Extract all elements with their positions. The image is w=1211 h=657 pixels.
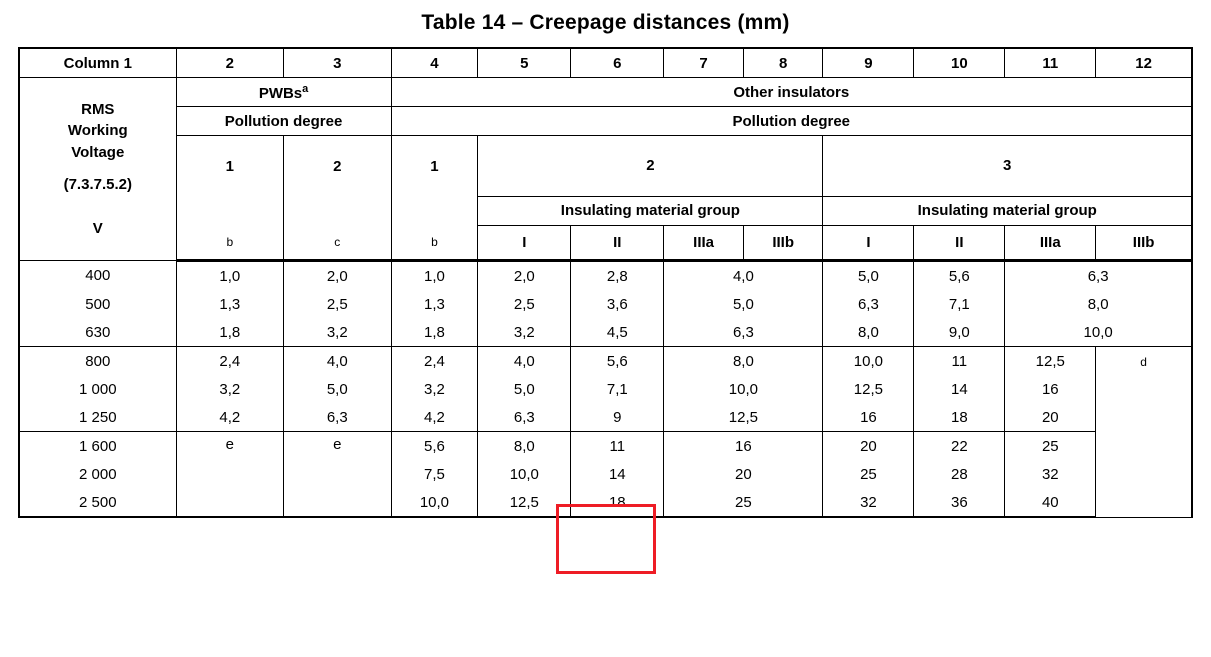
material-group-pd3-IIIa: IIIa bbox=[1005, 225, 1096, 261]
cell-other-pd3-II: 11 bbox=[914, 347, 1005, 376]
pd-other-1: 1 bbox=[391, 136, 478, 197]
cell-pwb-pd2: 2,0 bbox=[284, 261, 391, 291]
cell-other-pd3-II: 28 bbox=[914, 460, 1005, 488]
cell-other-pd2-I: 5,0 bbox=[478, 375, 571, 403]
material-group-pd2-IIIa: IIIa bbox=[664, 225, 744, 261]
row-voltage: 1 000 bbox=[19, 375, 176, 403]
cell-other-pd1: 10,0 bbox=[391, 488, 478, 517]
table-row bbox=[19, 432, 1192, 461]
cell-pwb-pd1: 1,3 bbox=[176, 290, 283, 318]
cell-pwb-pd2: 2,5 bbox=[284, 290, 391, 318]
cell-other-pd3-III: 10,0 bbox=[1005, 318, 1192, 347]
cell-pwb-pd2: 5,0 bbox=[284, 375, 391, 403]
cell-other-pd3-I: 6,3 bbox=[823, 290, 914, 318]
header-column-4: 4 bbox=[391, 48, 478, 78]
cell-other-pd2-I: 2,0 bbox=[478, 261, 571, 291]
cell-other-pd2-II: 4,5 bbox=[571, 318, 664, 347]
header-column-9: 9 bbox=[823, 48, 914, 78]
pd-other-3: 3 bbox=[823, 136, 1192, 197]
cell-other-pd2-II: 9 bbox=[571, 403, 664, 432]
material-group-pd3-I: I bbox=[823, 225, 914, 261]
insulating-material-group-pd2: Insulating material group bbox=[478, 196, 823, 225]
cell-other-pd3-I: 10,0 bbox=[823, 347, 914, 376]
material-group-pd2-II: II bbox=[571, 225, 664, 261]
cell-other-pd2-III: 8,0 bbox=[664, 347, 823, 376]
cell-other-pd2-III: 20 bbox=[664, 460, 823, 488]
cell-pwb-pd1: 3,2 bbox=[176, 375, 283, 403]
header-column-1: Column 1 bbox=[19, 48, 176, 78]
table-header-row-material-group bbox=[19, 196, 1192, 225]
cell-other-pd2-III: 25 bbox=[664, 488, 823, 517]
cell-other-pd2-I: 6,3 bbox=[478, 403, 571, 432]
cell-pwb-pd2: 3,2 bbox=[284, 318, 391, 347]
cell-other-pd2-III: 5,0 bbox=[664, 290, 823, 318]
cell-other-pd2-I: 12,5 bbox=[478, 488, 571, 517]
cell-other-pd3-I: 20 bbox=[823, 432, 914, 461]
table-header-row-pd-values bbox=[19, 136, 1192, 197]
row-voltage: 1 250 bbox=[19, 403, 176, 432]
row-voltage: 400 bbox=[19, 261, 176, 291]
cell-other-pd1: 1,0 bbox=[391, 261, 478, 291]
group-header-pwbs bbox=[176, 78, 391, 107]
footnote-marker-b-other: b bbox=[391, 225, 478, 261]
material-group-pd3-IIIb: IIIb bbox=[1096, 225, 1192, 261]
row-voltage: 2 500 bbox=[19, 488, 176, 517]
footnote-d-text: d bbox=[1140, 355, 1147, 369]
header-column-3: 3 bbox=[284, 48, 391, 78]
table-row bbox=[19, 261, 1192, 291]
header-column-12: 12 bbox=[1096, 48, 1192, 78]
cell-other-pd2-I: 3,2 bbox=[478, 318, 571, 347]
cell-other-pd2-III: 6,3 bbox=[664, 318, 823, 347]
cell-other-pd3-IIIa: 16 bbox=[1005, 375, 1096, 403]
cell-other-pd2-II: 7,1 bbox=[571, 375, 664, 403]
cell-pwb-pd1: 1,0 bbox=[176, 261, 283, 291]
footnote-marker-b-pwb: b bbox=[176, 225, 283, 261]
cell-other-pd2-III: 12,5 bbox=[664, 403, 823, 432]
table-header-row-insulator-type bbox=[19, 78, 1192, 107]
cell-pwb-pd1: 2,4 bbox=[176, 347, 283, 376]
cell-other-pd3-I: 8,0 bbox=[823, 318, 914, 347]
footnote-marker-a: a bbox=[302, 82, 309, 95]
row-voltage: 800 bbox=[19, 347, 176, 376]
rms-line-2: Working bbox=[67, 122, 128, 140]
cell-other-pd3-II: 18 bbox=[914, 403, 1005, 432]
cell-other-pd1: 4,2 bbox=[391, 403, 478, 432]
cell-other-pd1: 5,6 bbox=[391, 432, 478, 461]
material-group-pd2-I: I bbox=[478, 225, 571, 261]
table-header-row-pollution-degree bbox=[19, 107, 1192, 136]
cell-other-pd3-III: 8,0 bbox=[1005, 290, 1192, 318]
cell-other-pd2-II: 3,6 bbox=[571, 290, 664, 318]
rms-working-voltage-header bbox=[19, 78, 176, 261]
pd-pwb-2-spacer bbox=[284, 196, 391, 225]
cell-pwb-pd1: 4,2 bbox=[176, 403, 283, 432]
cell-pwb-pd2: 4,0 bbox=[284, 347, 391, 376]
cell-other-pd3-II: 22 bbox=[914, 432, 1005, 461]
table-row bbox=[19, 318, 1192, 347]
pd-pwb-1: 1 bbox=[176, 136, 283, 197]
cell-other-pd1: 7,5 bbox=[391, 460, 478, 488]
table-header-row-columns bbox=[19, 48, 1192, 78]
cell-other-pd3-II: 5,6 bbox=[914, 261, 1005, 291]
cell-other-pd2-I: 4,0 bbox=[478, 347, 571, 376]
footnote-marker-e-pd1: e bbox=[176, 432, 283, 518]
cell-other-pd2-II: 14 bbox=[571, 460, 664, 488]
cell-other-pd2-I: 10,0 bbox=[478, 460, 571, 488]
page-title: Table 14 – Creepage distances (mm) bbox=[421, 11, 790, 34]
group-header-pwbs-label: PWBs bbox=[258, 84, 303, 102]
cell-other-pd2-II: 11 bbox=[571, 432, 664, 461]
table-row bbox=[19, 375, 1192, 403]
cell-other-pd3-I: 12,5 bbox=[823, 375, 914, 403]
cell-other-pd2-III: 4,0 bbox=[664, 261, 823, 291]
cell-other-pd1: 3,2 bbox=[391, 375, 478, 403]
header-column-5: 5 bbox=[478, 48, 571, 78]
cell-other-pd3-II: 7,1 bbox=[914, 290, 1005, 318]
cell-other-pd3-II: 9,0 bbox=[914, 318, 1005, 347]
creepage-distances-table bbox=[18, 47, 1193, 518]
cell-other-pd1: 1,3 bbox=[391, 290, 478, 318]
header-column-8: 8 bbox=[743, 48, 823, 78]
header-column-2: 2 bbox=[176, 48, 283, 78]
table-header-row-material-group-values bbox=[19, 225, 1192, 261]
rms-unit-volts: V bbox=[92, 219, 103, 237]
cell-other-pd3-II: 36 bbox=[914, 488, 1005, 517]
cell-other-pd3-IIIa: 25 bbox=[1005, 432, 1096, 461]
cell-pwb-pd1: 1,8 bbox=[176, 318, 283, 347]
cell-other-pd2-II: 2,8 bbox=[571, 261, 664, 291]
footnote-marker-c-pwb: c bbox=[284, 225, 391, 261]
footnote-marker-d bbox=[1096, 347, 1192, 518]
pd-other-1-spacer bbox=[391, 196, 478, 225]
cell-other-pd3-IIIa: 12,5 bbox=[1005, 347, 1096, 376]
cell-other-pd2-II: 18 bbox=[571, 488, 664, 517]
group-header-other-insulators: Other insulators bbox=[391, 78, 1192, 107]
pd-pwb-1-spacer bbox=[176, 196, 283, 225]
pd-pwb-2: 2 bbox=[284, 136, 391, 197]
header-column-11: 11 bbox=[1005, 48, 1096, 78]
cell-other-pd2-I: 8,0 bbox=[478, 432, 571, 461]
row-voltage: 1 600 bbox=[19, 432, 176, 461]
table-row bbox=[19, 403, 1192, 432]
pollution-degree-header-pwbs: Pollution degree bbox=[176, 107, 391, 136]
material-group-pd3-II: II bbox=[914, 225, 1005, 261]
header-column-7: 7 bbox=[664, 48, 744, 78]
header-column-6: 6 bbox=[571, 48, 664, 78]
cell-other-pd2-III: 10,0 bbox=[664, 375, 823, 403]
cell-other-pd3-IIIa: 40 bbox=[1005, 488, 1096, 517]
cell-other-pd2-II: 5,6 bbox=[571, 347, 664, 376]
cell-other-pd3-IIIa: 20 bbox=[1005, 403, 1096, 432]
table-row bbox=[19, 347, 1192, 376]
cell-other-pd3-IIIa: 32 bbox=[1005, 460, 1096, 488]
cell-pwb-pd2: 6,3 bbox=[284, 403, 391, 432]
rms-line-3: Voltage bbox=[71, 144, 125, 162]
cell-other-pd1: 2,4 bbox=[391, 347, 478, 376]
cell-other-pd3-I: 5,0 bbox=[823, 261, 914, 291]
cell-other-pd3-I: 32 bbox=[823, 488, 914, 517]
cell-other-pd2-I: 2,5 bbox=[478, 290, 571, 318]
table-row bbox=[19, 290, 1192, 318]
insulating-material-group-pd3: Insulating material group bbox=[823, 196, 1192, 225]
cell-other-pd3-III: 6,3 bbox=[1005, 261, 1192, 291]
cell-other-pd3-I: 25 bbox=[823, 460, 914, 488]
pd-other-2: 2 bbox=[478, 136, 823, 197]
footnote-marker-e-pd2: e bbox=[284, 432, 391, 518]
pollution-degree-header-other: Pollution degree bbox=[391, 107, 1192, 136]
cell-other-pd3-I: 16 bbox=[823, 403, 914, 432]
rms-line-1: RMS bbox=[81, 100, 115, 118]
material-group-pd2-IIIb: IIIb bbox=[743, 225, 823, 261]
header-column-10: 10 bbox=[914, 48, 1005, 78]
cell-other-pd3-II: 14 bbox=[914, 375, 1005, 403]
cell-other-pd2-III: 16 bbox=[664, 432, 823, 461]
rms-clause-reference: (7.3.7.5.2) bbox=[63, 175, 132, 193]
cell-other-pd1: 1,8 bbox=[391, 318, 478, 347]
row-voltage: 500 bbox=[19, 290, 176, 318]
row-voltage: 2 000 bbox=[19, 460, 176, 488]
row-voltage: 630 bbox=[19, 318, 176, 347]
